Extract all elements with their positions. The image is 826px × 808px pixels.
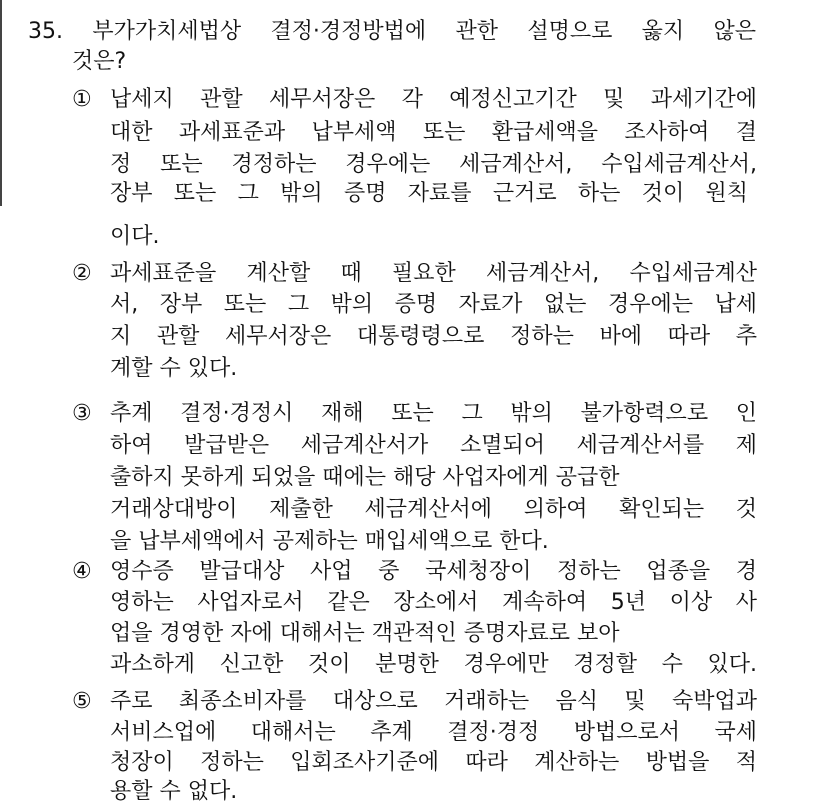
option-line: 용할 수 없다. xyxy=(110,779,238,804)
option-line: 청장이 정하는 입회조사기준에 따라 계산하는 방법을 적 xyxy=(110,750,757,775)
option-line: 거래상대방이 제출한 세금계산서에 의하여 확인되는 것 xyxy=(110,497,757,522)
option-marker: ① xyxy=(72,87,92,112)
option-line: 과세표준을 계산할 때 필요한 세금계산서, 수입세금계산 xyxy=(110,261,757,286)
option-marker: ⑤ xyxy=(72,689,92,714)
option-marker: ③ xyxy=(72,401,92,426)
option-line: 정 또는 경정하는 경우에는 세금계산서, 수입세금계산서, xyxy=(110,152,757,177)
option-line: 대한 과세표준과 납부세액 또는 환급세액을 조사하여 결 xyxy=(110,120,757,145)
option-line: 장부 또는 그 밖의 증명 자료를 근거로 하는 것이 원칙 xyxy=(110,181,748,206)
option-line: 서비스업에 대해서는 추계 결정·경정 방법으로서 국세 xyxy=(110,720,757,745)
option-marker: ② xyxy=(72,261,92,286)
option-line: 과소하게 신고한 것이 분명한 경우에만 경정할 수 있다. xyxy=(110,652,757,677)
option-marker: ④ xyxy=(72,559,92,584)
option-line: 이다. xyxy=(110,224,160,249)
question-line: 것은? xyxy=(72,49,127,74)
option-line: 을 납부세액에서 공제하는 매입세액으로 한다. xyxy=(110,529,549,554)
option-line: 출하지 못하게 되었을 때에는 해당 사업자에게 공급한 xyxy=(110,465,620,490)
left-border-line xyxy=(0,0,2,206)
question-line: 35. 부가가치세법상 결정·경정방법에 관한 설명으로 옳지 않은 xyxy=(28,19,756,44)
option-line: 하여 발급받은 세금계산서가 소멸되어 세금계산서를 제 xyxy=(110,433,757,458)
option-line: 영하는 사업자로서 같은 장소에서 계속하여 5년 이상 사 xyxy=(110,590,757,615)
option-line: 추계 결정·경정시 재해 또는 그 밖의 불가항력으로 인 xyxy=(110,401,757,426)
option-line: 서, 장부 또는 그 밖의 증명 자료가 없는 경우에는 납세 xyxy=(110,292,757,317)
option-line: 지 관할 세무서장은 대통령령으로 정하는 바에 따라 추 xyxy=(110,324,757,349)
option-line: 영수증 발급대상 사업 중 국세청장이 정하는 업종을 경 xyxy=(110,559,757,584)
option-line: 계할 수 있다. xyxy=(110,356,238,381)
option-line: 주로 최종소비자를 대상으로 거래하는 음식 및 숙박업과 xyxy=(110,689,757,714)
option-line: 업을 경영한 자에 대해서는 객관적인 증명자료로 보아 xyxy=(110,621,620,646)
option-line: 납세지 관할 세무서장은 각 예정신고기간 및 과세기간에 xyxy=(110,87,757,112)
